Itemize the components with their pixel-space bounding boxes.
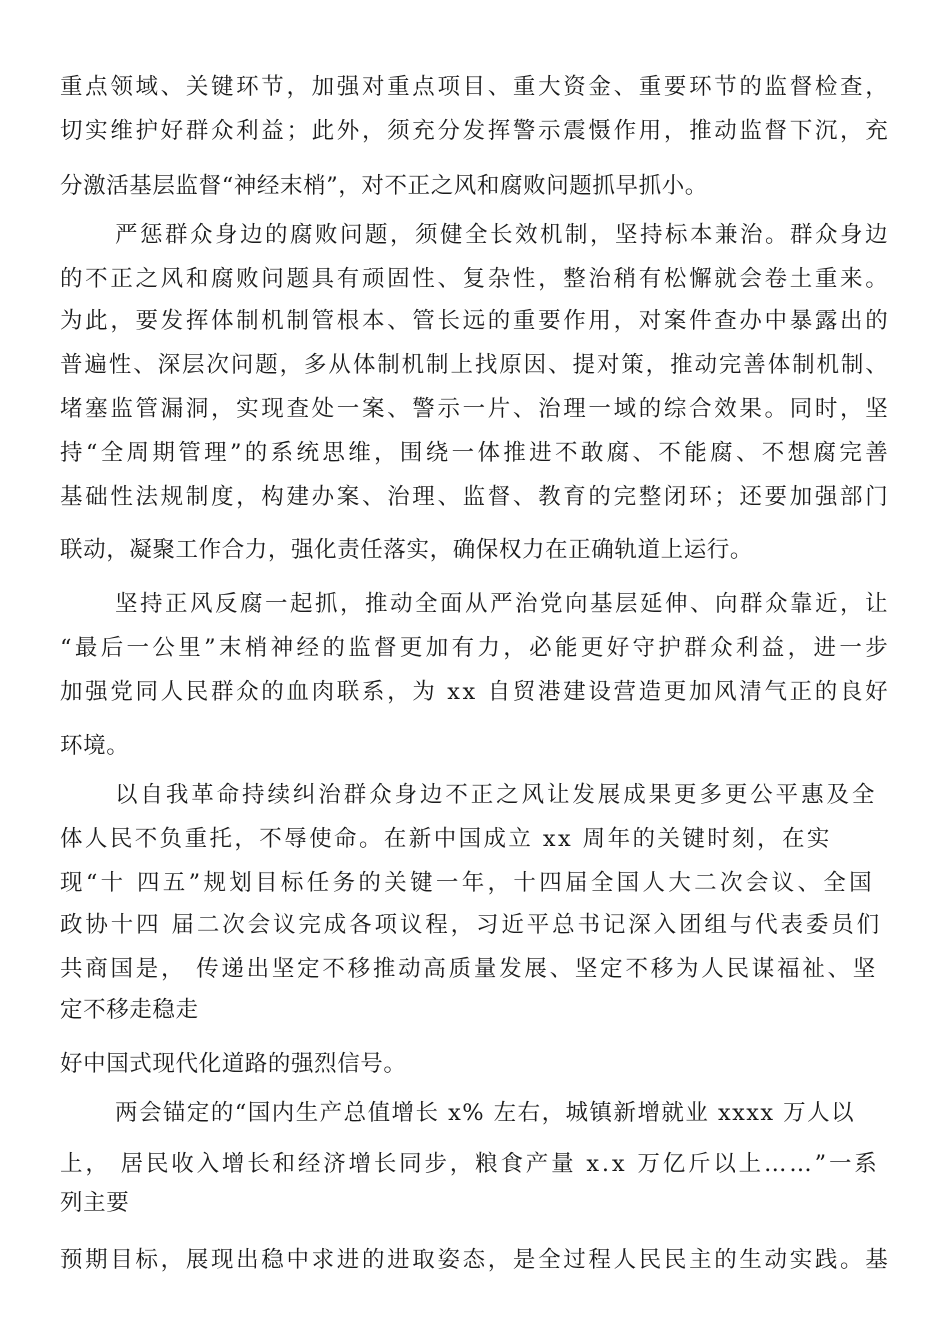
text-line: 环境。 [60,733,130,759]
text-line: 定不移走稳走 [60,997,199,1023]
text-line: 切实维护好群众利益；此外，须充分发挥警示震慑作用，推动监督下沉，充 [60,118,891,144]
text-line: 以自我革命持续纠治群众身边不正之风让发展成果更多更公平惠及全 [115,782,878,808]
text-line: 的不正之风和腐败问题具有顽固性、复杂性，整治稍有松懈就会卷土重来。 [60,266,891,292]
text-line: 列主要 [60,1190,130,1216]
text-line: 上， 居民收入增长和经济增长同步，粮食产量 x.x 万亿斤以上……”一系 [60,1151,880,1177]
text-line: 联动，凝聚工作合力，强化责任落实，确保权力在正确轨道上运行。 [60,537,754,563]
text-line: 政协十四 届二次会议完成各项议程，习近平总书记深入团组与代表委员们 [60,912,882,938]
text-line: 基础性法规制度，构建办案、治理、监督、教育的完整闭环；还要加强部门 [60,484,891,510]
text-line: 堵塞监管漏洞，实现查处一案、警示一片、治理一域的综合效果。同时，坚 [60,396,891,422]
text-line: 加强党同人民群众的血肉联系，为 xx 自贸港建设营造更加风清气正的良好 [60,679,891,705]
text-line: 重点领域、关键环节，加强对重点项目、重大资金、重要环节的监督检查， [60,74,891,100]
text-line: 持“全周期管理”的系统思维，围绕一体推进不敢腐、不能腐、不想腐完善 [60,440,892,466]
text-line: 分激活基层监督“神经末梢”，对不正之风和腐败问题抓早抓小。 [60,173,708,199]
text-line: 严惩群众身边的腐败问题，须健全长效机制，坚持标本兼治。群众身边 [115,222,891,248]
text-line: 好中国式现代化道路的强烈信号。 [60,1051,407,1077]
text-line: 体人民不负重托，不辱使命。在新中国成立 xx 周年的关键时刻，在实 [60,826,832,852]
text-line: 现“十 四五”规划目标任务的关键一年，十四届全国人大二次会议、全国 [60,870,875,896]
text-line: 坚持正风反腐一起抓，推动全面从严治党向基层延伸、向群众靠近，让 [115,591,891,617]
text-line: 为此，要发挥体制机制管根本、管长远的重要作用，对案件查办中暴露出的 [60,308,891,334]
text-line: 共商国是， 传递出坚定不移推动高质量发展、坚定不移为人民谋福祉、坚 [60,956,878,982]
text-line: 普遍性、深层次问题，多从体制机制上找原因、提对策，推动完善体制机制、 [60,352,890,378]
text-line: “最后一公里”末梢神经的监督更加有力，必能更好守护群众利益，进一步 [60,635,892,661]
text-line: 两会锚定的“国内生产总值增长 x% 左右，城镇新增就业 xxxx 万人以 [115,1100,856,1126]
text-line: 预期目标，展现出稳中求进的进取姿态，是全过程人民民主的生动实践。基 [60,1247,891,1273]
